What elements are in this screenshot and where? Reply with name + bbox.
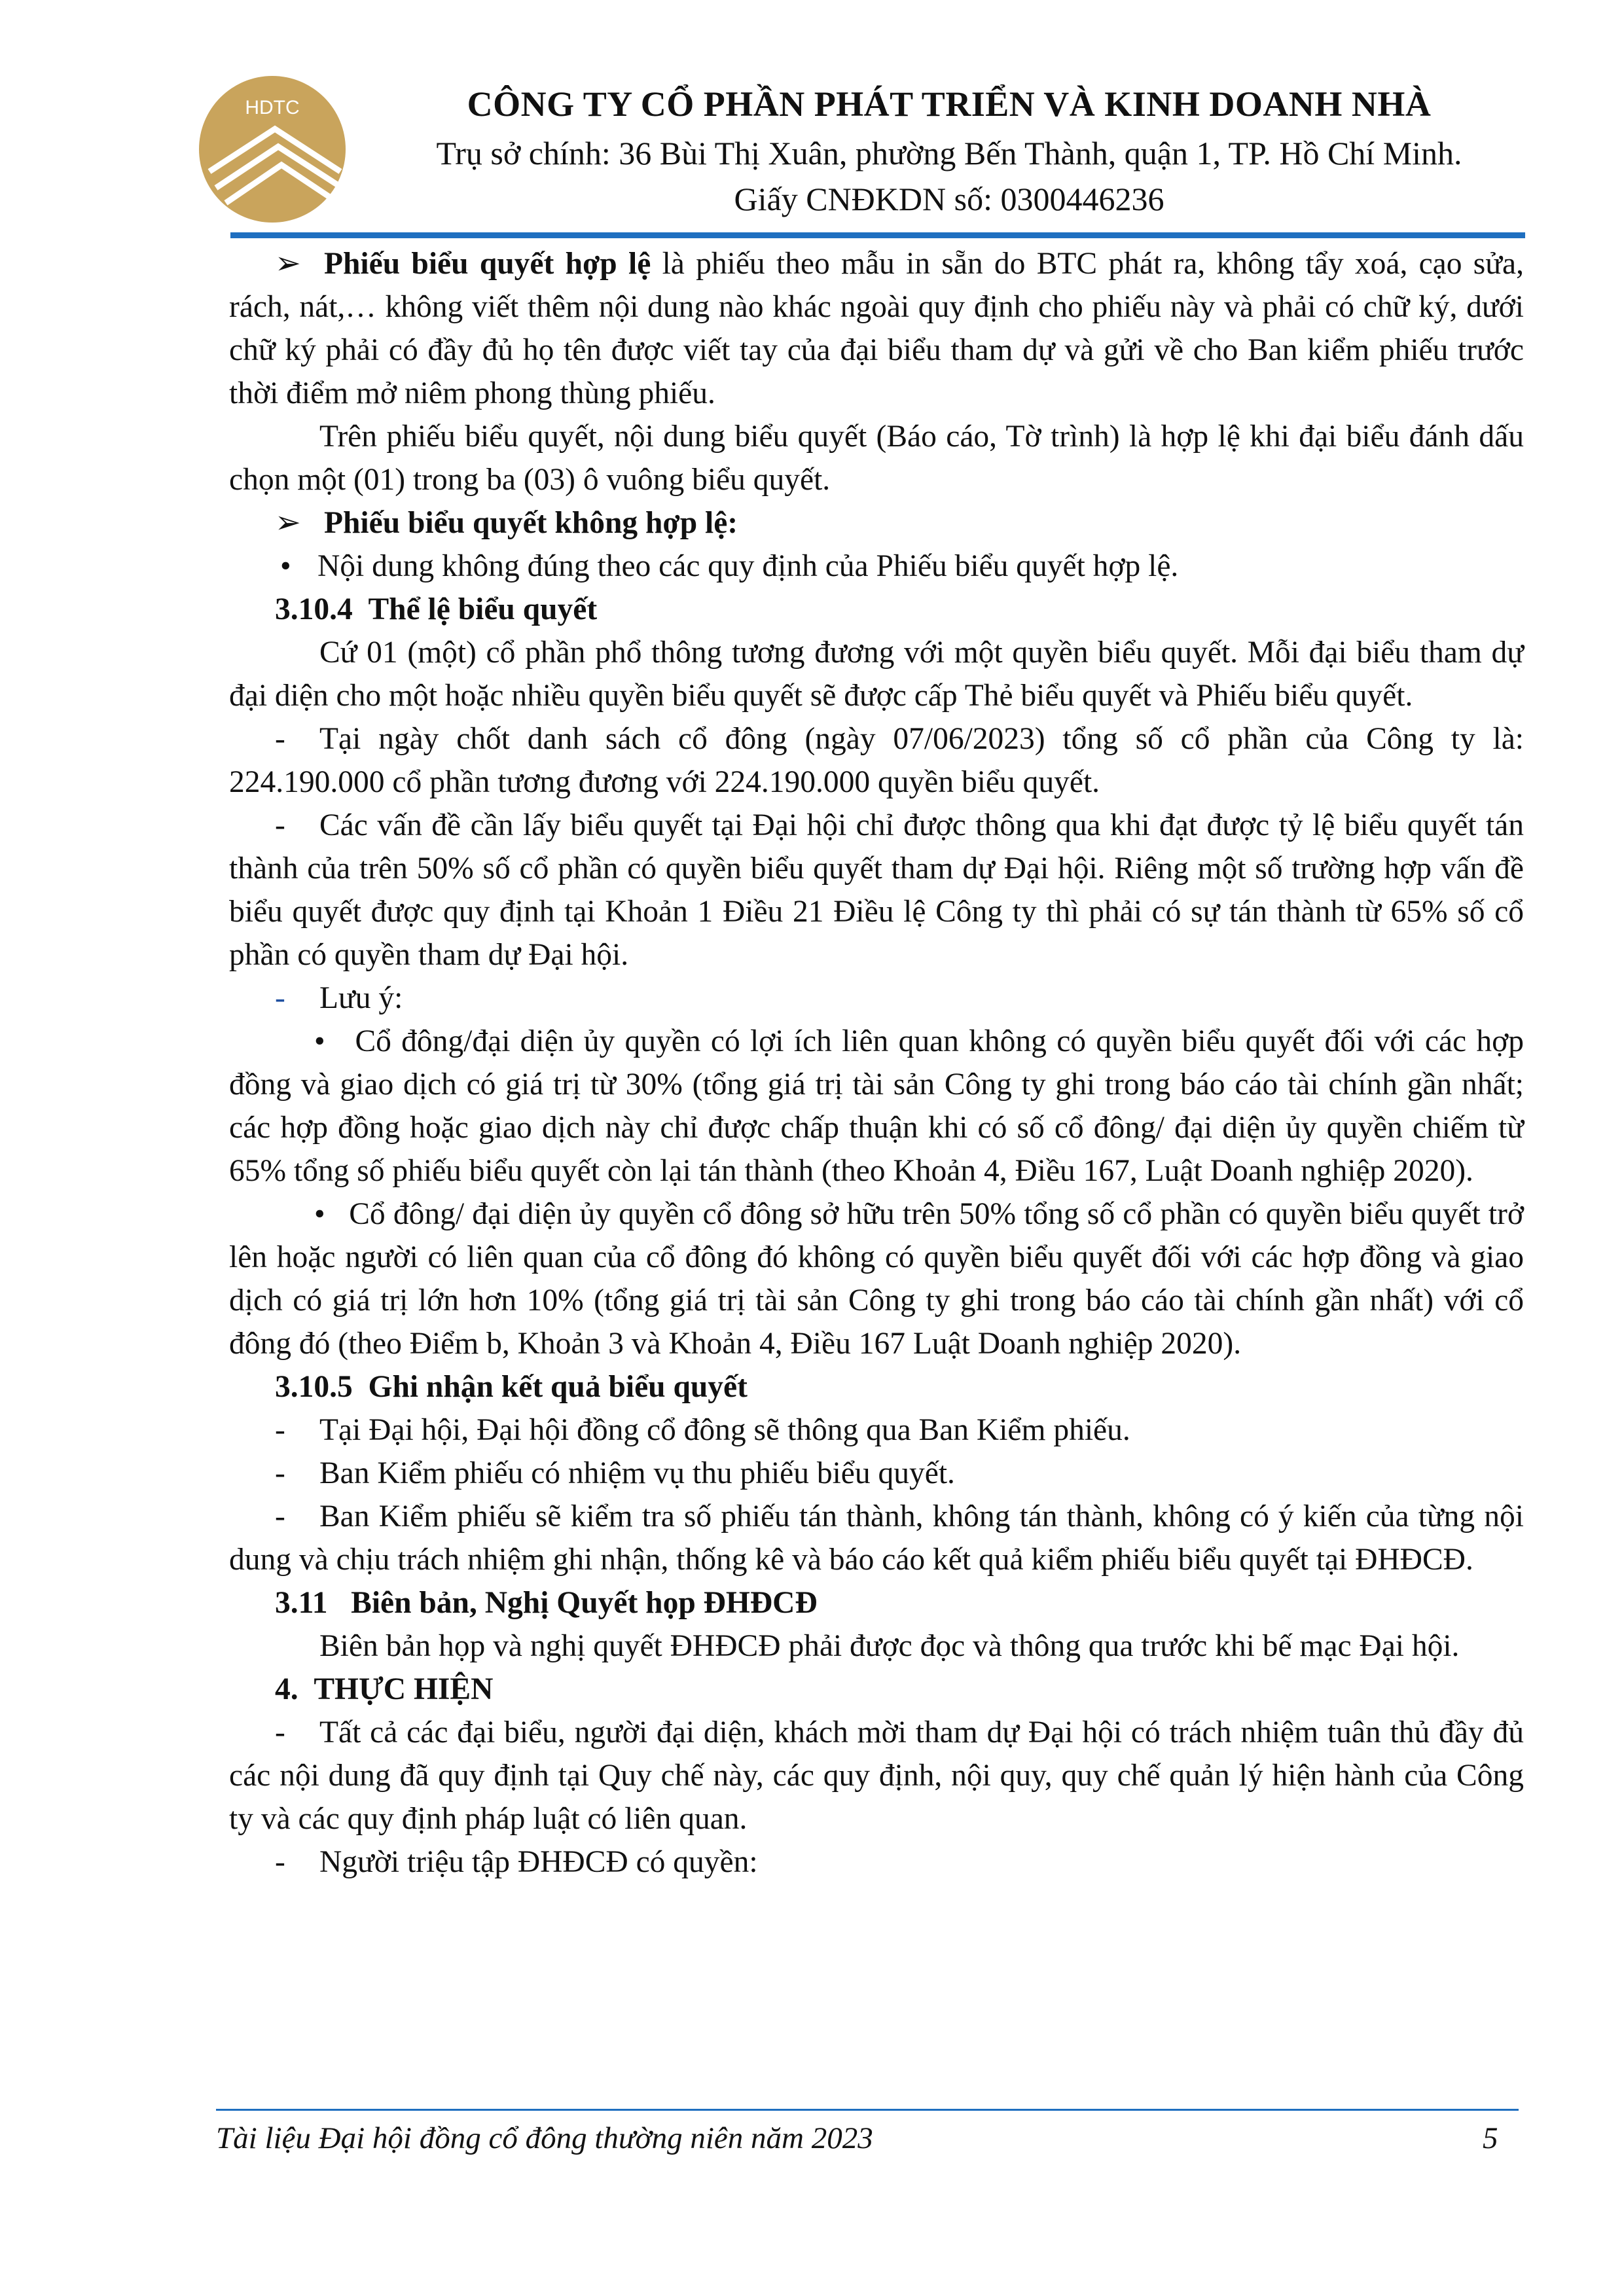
valid-ballot-note: Trên phiếu biểu quyết, nội dung biểu quyết (Báo cáo, Tờ trình) là hợp lệ khi đại biểu đánh dấu chọn một (01) trong ba (03) ô vuông biểu quyết. bbox=[229, 420, 1524, 497]
section-number: 4. bbox=[275, 1672, 298, 1706]
note-bullet-1 bbox=[229, 1020, 1524, 1193]
arrow-bullet-icon: ➢ bbox=[275, 247, 301, 281]
dash-marker: - bbox=[275, 808, 285, 842]
bullet-icon: • bbox=[314, 1024, 325, 1058]
invalid-ballot-item bbox=[229, 545, 1524, 588]
results-dash-1-text: Tại Đại hội, Đại hội đồng cổ đông sẽ thông qua Ban Kiểm phiếu. bbox=[319, 1413, 1130, 1447]
section-title: Thể lệ biểu quyết bbox=[368, 592, 598, 626]
note-bullet-1-text: Cổ đông/đại diện ủy quyền có lợi ích liên quan không có quyền biểu quyết đối với các hợp đồng và giao dịch có giá trị từ 30% (tổng giá trị tài sản Công ty ghi trong báo cáo tài chính gần nhất; các hợp đồng hoặc giao dịch này chỉ được chấp thuận khi có số cổ đông/ đại diện ủy quyền chiếm từ 65% tổng số phiếu biểu quyết còn lại tán thành (theo Khoản 4, Điều 167, Luật Doanh nghiệp 2020). bbox=[229, 1024, 1524, 1188]
business-license: Giấy CNĐKDN số: 0300446236 bbox=[734, 181, 1164, 217]
results-dash-1 bbox=[229, 1408, 1524, 1452]
dash-marker: - bbox=[275, 1456, 285, 1490]
note-bullet-2-text: Cổ đông/ đại diện ủy quyền cổ đông sở hữu trên 50% tổng số cổ phần có quyền biểu quyết trở lên hoặc người có liên quan của cổ đông đó không có quyền biểu quyết đối với các hợp đồng và giao dịch có giá trị lớn hơn 10% (tổng giá trị tài sản Công ty ghi trong báo cáo tài chính gần nhất) với cổ đông đó (theo Điểm b, Khoản 3 và Khoản 4, Điều 167 Luật Doanh nghiệp 2020). bbox=[229, 1197, 1524, 1361]
header-divider bbox=[230, 232, 1525, 238]
section-number: 3.10.5 bbox=[275, 1370, 353, 1404]
dash-marker: - bbox=[275, 1845, 285, 1879]
logo-text: HDTC bbox=[245, 97, 300, 118]
section-3-10-4-heading bbox=[229, 588, 1524, 631]
invalid-ballot-item-text: Nội dung không đúng theo các quy định của Phiếu biểu quyết hợp lệ. bbox=[317, 549, 1179, 583]
bullet-icon: • bbox=[314, 1197, 325, 1231]
note-bullet-2 bbox=[229, 1193, 1524, 1365]
voting-rules-dash-1 bbox=[229, 717, 1524, 804]
valid-ballot-paragraph bbox=[229, 242, 1524, 415]
dash-marker: - bbox=[275, 1715, 285, 1749]
dash-marker: - bbox=[275, 981, 285, 1015]
section-number: 3.10.4 bbox=[275, 592, 353, 626]
voting-rules-intro: Cứ 01 (một) cổ phần phổ thông tương đương với một quyền biểu quyết. Mỗi đại biểu tham dự đại diện cho một hoặc nhiều quyền biểu quyết sẽ được cấp Thẻ biểu quyết và Phiếu biểu quyết. bbox=[229, 636, 1524, 713]
bullet-icon: • bbox=[280, 549, 291, 583]
section-title: Biên bản, Nghị Quyết họp ĐHĐCĐ bbox=[351, 1586, 818, 1620]
voting-rules-dash-2 bbox=[229, 804, 1524, 977]
minutes-paragraph: Biên bản họp và nghị quyết ĐHĐCĐ phải được đọc và thông qua trước khi bế mạc Đại hội. bbox=[319, 1629, 1460, 1663]
dash-marker: - bbox=[275, 1499, 285, 1534]
section-title: Ghi nhận kết quả biểu quyết bbox=[368, 1370, 748, 1404]
company-name: CÔNG TY CỔ PHẦN PHÁT TRIỂN VÀ KINH DOANH NHÀ bbox=[467, 84, 1432, 124]
invalid-ballot-heading bbox=[229, 501, 1524, 545]
invalid-ballot-label: Phiếu biểu quyết không hợp lệ: bbox=[324, 506, 738, 540]
company-address: Trụ sở chính: 36 Bùi Thị Xuân, phường Bến Thành, quận 1, TP. Hồ Chí Minh. bbox=[436, 135, 1462, 171]
valid-ballot-label: Phiếu biểu quyết hợp lệ bbox=[324, 247, 651, 281]
implementation-dash-1 bbox=[229, 1711, 1524, 1840]
voting-rules-dash-1-text: Tại ngày chốt danh sách cổ đông (ngày 07/06/2023) tổng số cổ phần của Công ty là: 224.190.000 cổ phần tương đương với 224.190.000 quyền biểu quyết. bbox=[229, 722, 1524, 799]
section-4-heading bbox=[229, 1668, 1524, 1711]
voting-rules-dash-2-text: Các vấn đề cần lấy biểu quyết tại Đại hội chỉ được thông qua khi đạt được tỷ lệ biểu quyết tán thành của trên 50% số cổ phần có quyền biểu quyết tham dự Đại hội. Riêng một số trường hợp vấn đề biểu quyết được quy định tại Khoản 1 Điều 21 Điều lệ Công ty thì phải có sự tán thành từ 65% số cổ phần có quyền tham dự Đại hội. bbox=[229, 808, 1524, 972]
page-number: 5 bbox=[1483, 2121, 1498, 2155]
dash-marker: - bbox=[275, 722, 285, 756]
results-dash-2 bbox=[229, 1452, 1524, 1495]
section-3-11-heading bbox=[229, 1581, 1524, 1624]
implementation-dash-1-text: Tất cả các đại biểu, người đại diện, khách mời tham dự Đại hội có trách nhiệm tuân thủ đầy đủ các nội dung đã quy định tại Quy chế này, các quy định, nội quy, quy chế quản lý hiện hành của Công ty và các quy định pháp luật có liên quan. bbox=[229, 1715, 1524, 1836]
document-body bbox=[229, 242, 1524, 1884]
arrow-bullet-icon: ➢ bbox=[275, 506, 301, 540]
results-dash-2-text: Ban Kiểm phiếu có nhiệm vụ thu phiếu biểu quyết. bbox=[319, 1456, 955, 1490]
footer-divider bbox=[216, 2109, 1519, 2111]
implementation-dash-2 bbox=[229, 1840, 1524, 1884]
note-heading bbox=[229, 977, 1524, 1020]
results-dash-3-text: Ban Kiểm phiếu sẽ kiểm tra số phiếu tán thành, không tán thành, không có ý kiến của từng nội dung và chịu trách nhiệm ghi nhận, thống kê và báo cáo kết quả kiểm phiếu biểu quyết tại ĐHĐCĐ. bbox=[229, 1499, 1524, 1577]
company-logo bbox=[196, 73, 348, 225]
dash-marker: - bbox=[275, 1413, 285, 1447]
results-dash-3 bbox=[229, 1495, 1524, 1581]
note-label: Lưu ý: bbox=[319, 981, 403, 1015]
valid-ballot-text: là phiếu theo mẫu in sẵn do BTC phát ra, không tẩy xoá, cạo sửa, rách, nát,… không viết thêm nội dung nào khác ngoài quy định cho phiếu này và phải có chữ ký, dưới chữ ký phải có đầy đủ họ tên được viết tay của đại biểu tham dự và gửi về cho Ban kiểm phiếu trước thời điểm mở niêm phong thùng phiếu. bbox=[229, 247, 1524, 410]
section-3-10-5-heading bbox=[229, 1365, 1524, 1408]
section-title: THỰC HIỆN bbox=[314, 1672, 494, 1706]
footer-title: Tài liệu Đại hội đồng cổ đông thường niên năm 2023 bbox=[216, 2121, 873, 2155]
implementation-dash-2-text: Người triệu tập ĐHĐCĐ có quyền: bbox=[319, 1845, 758, 1879]
section-number: 3.11 bbox=[275, 1586, 328, 1620]
